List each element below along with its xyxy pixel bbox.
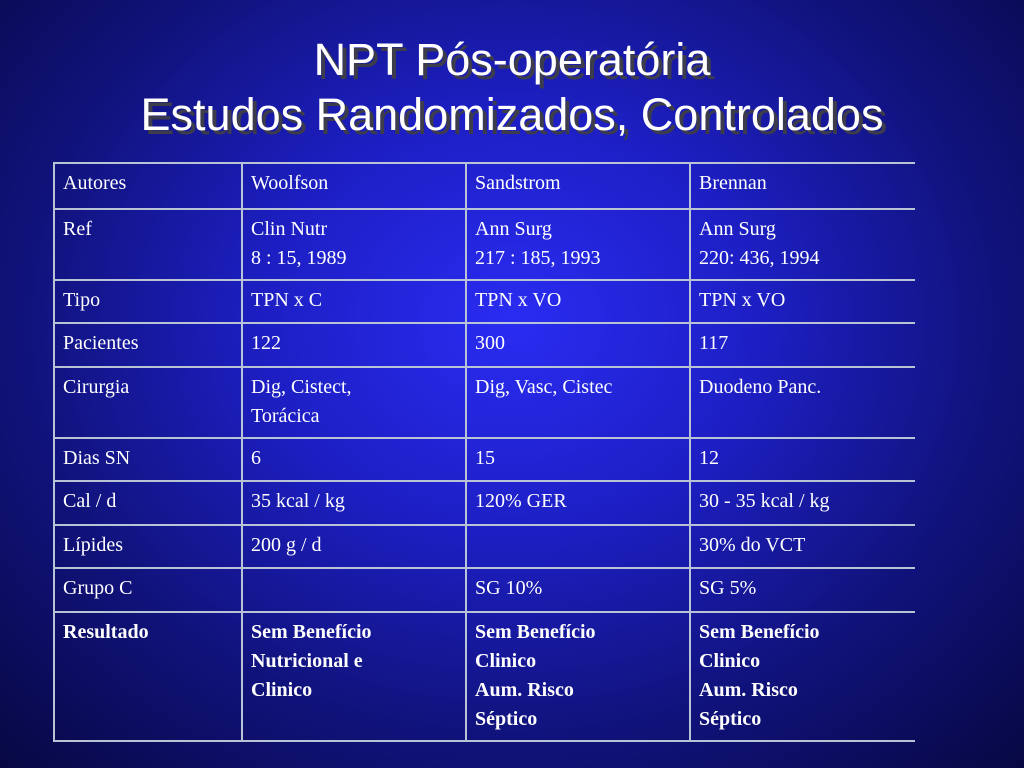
slide-title-line-2: Estudos Randomizados, Controlados: [140, 89, 884, 140]
table-cell: 200 g / d: [242, 525, 466, 568]
table-cell: Ann Surg 217 : 185, 1993: [466, 209, 690, 280]
slide-title-line-1: NPT Pós-operatória: [313, 34, 711, 85]
table-cell: 300: [466, 323, 690, 367]
studies-table: [53, 162, 915, 742]
row-label: Autores: [54, 163, 242, 209]
row-label: Ref: [54, 209, 242, 280]
table-cell: Sem Benefício Clinico Aum. Risco Séptico: [690, 612, 915, 741]
slide-title: [0, 32, 1024, 142]
table-row-pacientes: [54, 323, 915, 367]
table-cell: SG 5%: [690, 568, 915, 612]
row-label: Pacientes: [54, 323, 242, 367]
table-cell: [242, 568, 466, 612]
table-cell: TPN x C: [242, 280, 466, 323]
table-row-dias-sn: [54, 438, 915, 481]
row-label: Grupo C: [54, 568, 242, 612]
table-cell: 30% do VCT: [690, 525, 915, 568]
table-cell: TPN x VO: [466, 280, 690, 323]
row-label: Cal / d: [54, 481, 242, 525]
table-cell: Clin Nutr 8 : 15, 1989: [242, 209, 466, 280]
table-cell: 6: [242, 438, 466, 481]
table-row-lipides: [54, 525, 915, 568]
table-cell: Duodeno Panc.: [690, 367, 915, 438]
table-cell: SG 10%: [466, 568, 690, 612]
table-row-tipo: [54, 280, 915, 323]
table-row-resultado: [54, 612, 915, 741]
table-row-cirurgia: [54, 367, 915, 438]
table-cell: Dig, Cistect, Torácica: [242, 367, 466, 438]
table-cell: 117: [690, 323, 915, 367]
table-cell: [466, 525, 690, 568]
table-cell: Brennan: [690, 163, 915, 209]
table-cell: 122: [242, 323, 466, 367]
table-cell: Sem Benefício Nutricional e Clinico: [242, 612, 466, 741]
table-cell: 120% GER: [466, 481, 690, 525]
table-row-ref: [54, 209, 915, 280]
table-cell: Sandstrom: [466, 163, 690, 209]
row-label: Resultado: [54, 612, 242, 741]
table-cell: 15: [466, 438, 690, 481]
table-row-autores: [54, 163, 915, 209]
table-cell: Dig, Vasc, Cistec: [466, 367, 690, 438]
table-cell: TPN x VO: [690, 280, 915, 323]
table-cell: 35 kcal / kg: [242, 481, 466, 525]
table-cell: Ann Surg 220: 436, 1994: [690, 209, 915, 280]
row-label: Dias SN: [54, 438, 242, 481]
table-row-cal-d: [54, 481, 915, 525]
table-row-grupo-c: [54, 568, 915, 612]
row-label: Tipo: [54, 280, 242, 323]
table-cell: Sem Benefício Clinico Aum. Risco Séptico: [466, 612, 690, 741]
row-label: Cirurgia: [54, 367, 242, 438]
row-label: Lípides: [54, 525, 242, 568]
table-cell: Woolfson: [242, 163, 466, 209]
table-cell: 30 - 35 kcal / kg: [690, 481, 915, 525]
table-cell: 12: [690, 438, 915, 481]
